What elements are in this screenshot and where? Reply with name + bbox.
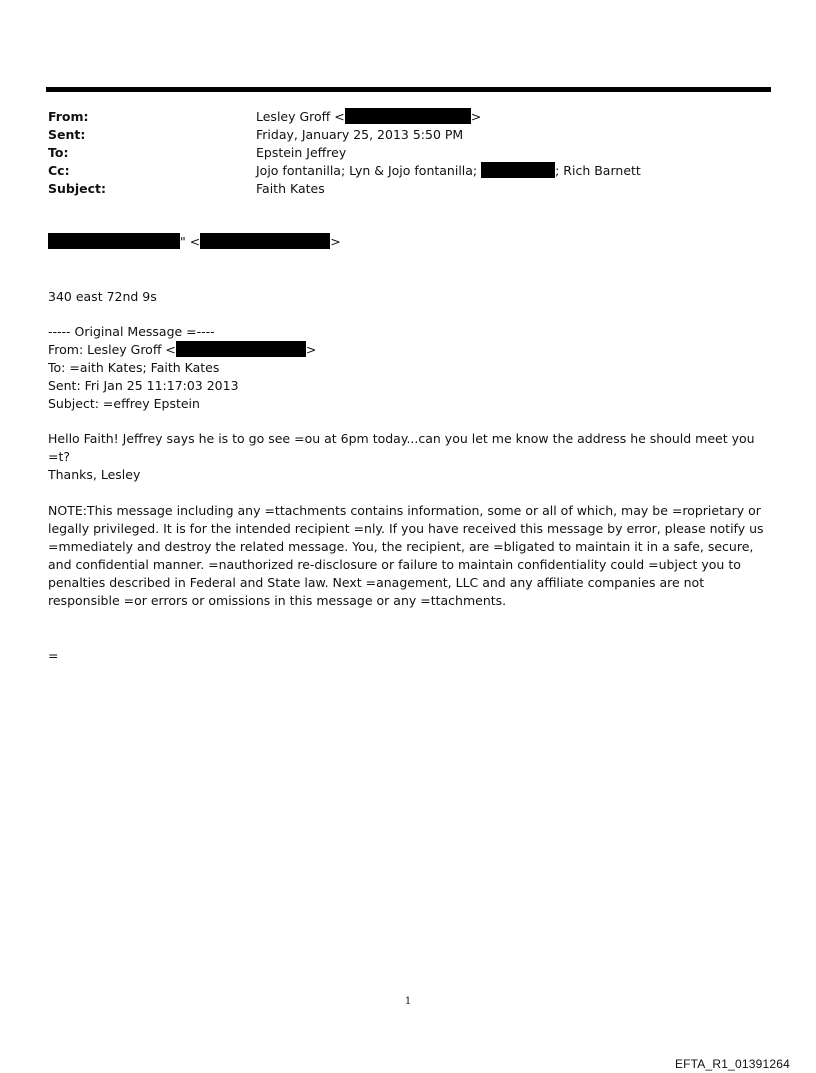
redaction-block — [200, 233, 330, 249]
sent-label: Sent: — [48, 127, 86, 142]
cc-part-1: Jojo fontanilla; Lyn & Jojo fontanilla; — [256, 163, 482, 178]
subject-label: Subject: — [48, 181, 106, 196]
from-value — [256, 108, 481, 126]
header-divider — [46, 87, 771, 92]
redaction-block — [48, 233, 180, 249]
cc-label: Cc: — [48, 163, 70, 178]
original-from-suffix: > — [305, 342, 317, 357]
page-number: 1 — [404, 996, 412, 1007]
original-sent-line: Sent: Fri Jan 25 11:17:03 2013 — [48, 378, 239, 393]
redaction-block — [481, 162, 555, 178]
quote-end: > — [330, 234, 341, 249]
redaction-block — [176, 341, 306, 357]
original-from-prefix: From: Lesley Groff < — [48, 342, 176, 357]
trailing-equals: = — [48, 648, 59, 663]
original-message-marker: ----- Original Message =---- — [48, 324, 215, 339]
original-subject-line: Subject: =effrey Epstein — [48, 396, 200, 411]
cc-part-2: ; Rich Barnett — [555, 163, 641, 178]
original-from-line — [48, 341, 316, 359]
document-id: EFTA_R1_01391264 — [674, 1057, 790, 1071]
confidentiality-notice: NOTE:This message including any =ttachments contains information, some or all of which, may be =roprietary or legally privileged. It is for the intended recipient =nly. If you have received this message by error, please notify us =mmediately and destroy the related message. You, the recipient, are =bligated to maintain it in a safe, secure, and confidential manner. =nauthorized re-disclosure or failure to maintain confidentiality could =ubject you to penalties described in Federal and State law. Next =anagement, LLC and any affiliate companies are not responsible =or errors or omissions in this message or any =ttachments. — [48, 503, 764, 608]
signoff-line: Thanks, Lesley — [48, 467, 141, 482]
to-label: To: — [48, 145, 69, 160]
from-label: From: — [48, 109, 89, 124]
greeting-paragraph: Hello Faith! Jeffrey says he is to go see =ou at 6pm today...can you let me know the address he should meet you =t? — [48, 431, 755, 464]
original-to-line: To: =aith Kates; Faith Kates — [48, 360, 220, 375]
from-name: Lesley Groff < — [256, 109, 345, 124]
sent-value: Friday, January 25, 2013 5:50 PM — [256, 127, 464, 142]
cc-value — [256, 162, 641, 180]
to-value: Epstein Jeffrey — [256, 145, 347, 160]
subject-value: Faith Kates — [256, 181, 325, 196]
address-line: 340 east 72nd 9s — [48, 289, 157, 304]
redaction-block — [345, 108, 471, 124]
redacted-recipient-line — [48, 233, 341, 251]
from-close: > — [470, 109, 482, 124]
quote-mid: " < — [180, 234, 201, 249]
